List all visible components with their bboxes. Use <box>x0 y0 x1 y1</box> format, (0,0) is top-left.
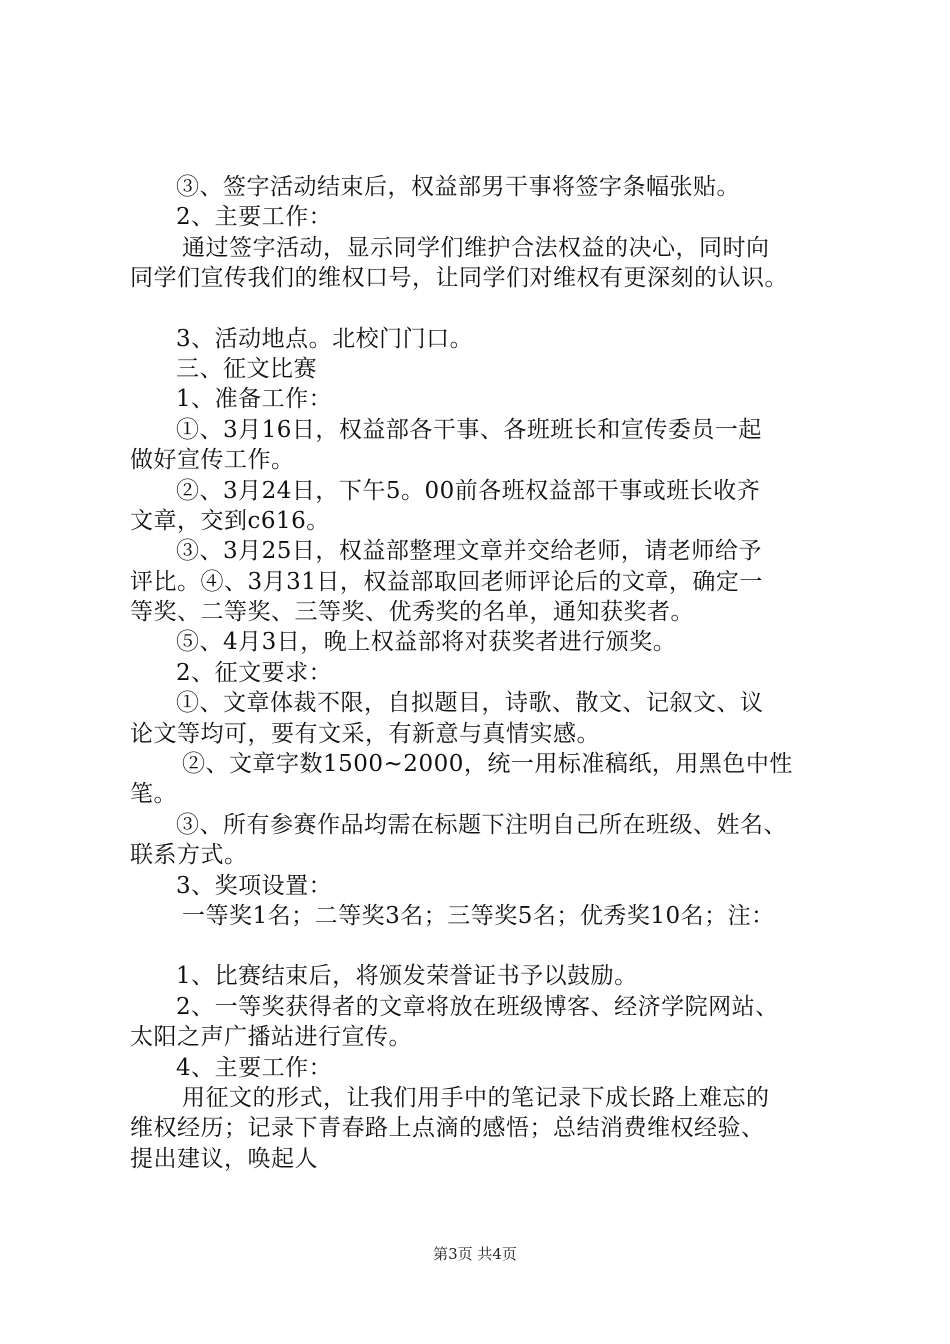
text-line: 提出建议，唤起人 <box>130 1145 318 1172</box>
text-line: 1、准备工作： <box>176 386 333 413</box>
text-line: 文章，交到c616。 <box>130 507 330 534</box>
text-line: ③、3月25日，权益部整理文章并交给老师，请老师给予 <box>176 538 762 565</box>
text-line: ②、文章字数1500~2000，统一用标准稿纸，用黑色中性 <box>182 751 793 778</box>
text-line: 评比。④、3月31日，权益部取回老师评论后的文章，确定一 <box>130 568 763 595</box>
text-line: 论文等均可，要有文采，有新意与真情实感。 <box>130 720 600 747</box>
text-line: 1、比赛结束后，将颁发荣誉证书予以鼓励。 <box>176 963 638 990</box>
text-line: ②、3月24日，下午5。00前各班权益部干事或班长收齐 <box>176 477 761 504</box>
text-line: ③、所有参赛作品均需在标题下注明自己所在班级、姓名、 <box>176 811 787 838</box>
text-line: ①、文章体裁不限，自拟题目，诗歌、散文、记叙文、议 <box>176 690 764 717</box>
text-line: 2、一等奖获得者的文章将放在班级博客、经济学院网站、 <box>176 993 779 1020</box>
page-footer: 第3页 共4页 <box>433 1245 517 1263</box>
text-line: 同学们宣传我们的维权口号，让同学们对维权有更深刻的认识。 <box>130 265 788 292</box>
text-line: 4、主要工作： <box>176 1054 333 1081</box>
text-line: 一等奖1名；二等奖3名；三等奖5名；优秀奖10名；注： <box>182 902 775 929</box>
text-line: 3、活动地点。北校门门口。 <box>176 325 474 352</box>
text-line: 用征文的形式，让我们用手中的笔记录下成长路上难忘的 <box>182 1084 770 1111</box>
text-line: ③、签字活动结束后，权益部男干事将签字条幅张贴。 <box>176 174 740 200</box>
text-line: 维权经历；记录下青春路上点滴的感悟；总结消费维权经验、 <box>130 1115 765 1142</box>
text-line: 3、奖项设置： <box>176 872 333 899</box>
text-line: 2、主要工作： <box>176 204 333 231</box>
paragraph-gap <box>130 294 850 324</box>
text-line: 通过签字活动，显示同学们维护合法权益的决心，同时向 <box>182 234 770 261</box>
text-line: 做好宣传工作。 <box>130 447 295 474</box>
text-line: ⑤、4月3日，晚上权益部将对获奖者进行颁奖。 <box>176 629 677 656</box>
text-line: 太阳之声广播站进行宣传。 <box>130 1024 412 1051</box>
document-body <box>130 172 850 1174</box>
text-line: 等奖、二等奖、三等奖、优秀奖的名单，通知获奖者。 <box>130 599 694 626</box>
text-line: 联系方式。 <box>130 842 248 869</box>
text-line: ①、3月16日，权益部各干事、各班班长和宣传委员一起 <box>176 416 762 443</box>
text-line: 2、征文要求： <box>176 659 333 686</box>
paragraph-gap <box>130 931 850 961</box>
section-heading: 三、征文比赛 <box>176 355 317 382</box>
text-line: 笔。 <box>130 781 177 808</box>
